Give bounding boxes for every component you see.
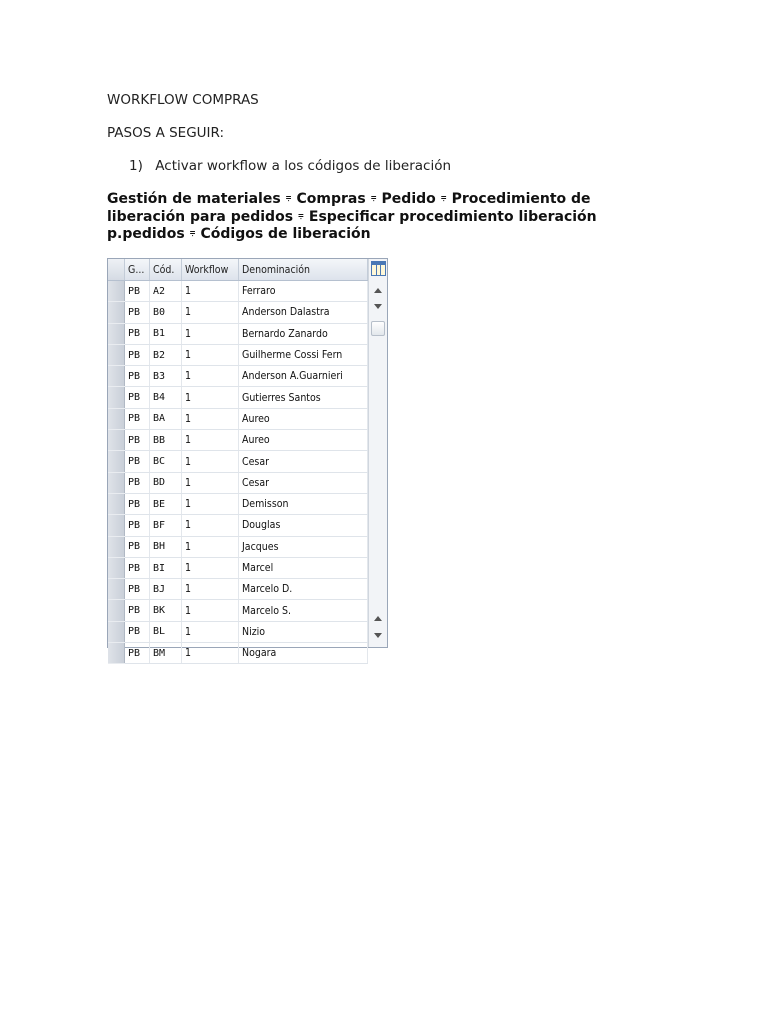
table-row[interactable] [108,493,368,514]
release-codes-table [107,258,388,660]
cell-description[interactable]: Aureo [239,430,368,451]
cell-workflow[interactable]: 1 [182,430,239,451]
steps-heading: PASOS A SEGUIR: [107,125,225,141]
column-header-workflow[interactable]: Workflow [182,259,239,281]
cell-code[interactable]: BI [150,557,182,578]
row-selector[interactable] [108,472,125,493]
table-row[interactable] [108,430,368,451]
path-item: Especificar procedimiento liberación p.pedidos [107,208,597,242]
vertical-scrollbar[interactable] [368,259,387,647]
cell-group[interactable]: PB [125,323,150,344]
cell-code[interactable]: B1 [150,323,182,344]
row-selector[interactable] [108,536,125,557]
scroll-thumb[interactable] [371,321,385,336]
cell-description[interactable]: Cesar [239,472,368,493]
cell-workflow[interactable]: 1 [182,557,239,578]
column-header-code[interactable]: Cód. [150,259,182,281]
cell-code[interactable]: B3 [150,366,182,387]
table-row[interactable] [108,472,368,493]
cell-description[interactable]: Jacques [239,536,368,557]
cell-group[interactable]: PB [125,536,150,557]
scroll-down-icon[interactable] [374,304,382,309]
cell-workflow[interactable]: 1 [182,366,239,387]
cell-code[interactable]: BE [150,493,182,514]
cell-group[interactable]: PB [125,515,150,536]
cell-group[interactable]: PB [125,302,150,323]
row-selector[interactable] [108,344,125,365]
cell-description[interactable]: Marcelo S. [239,600,368,621]
row-selector[interactable] [108,515,125,536]
cell-group[interactable]: PB [125,387,150,408]
path-separator-icon: ⩦ [370,192,377,203]
cell-description[interactable]: Demisson [239,493,368,514]
cell-code[interactable]: BF [150,515,182,536]
row-selector[interactable] [108,387,125,408]
cell-code[interactable]: BC [150,451,182,472]
path-item: Pedido [381,191,436,207]
table-row[interactable] [108,643,368,664]
document-title: WORKFLOW COMPRAS [107,92,259,108]
path-separator-icon: ⩦ [189,227,196,238]
cell-code[interactable]: A2 [150,281,182,302]
row-selector[interactable] [108,600,125,621]
row-selector[interactable] [108,643,125,664]
cell-description[interactable]: Cesar [239,451,368,472]
table-header-row [108,259,368,281]
cell-description[interactable]: Nogara [239,643,368,664]
row-selector[interactable] [108,430,125,451]
path-separator-icon: ⩦ [285,192,292,203]
table-row[interactable] [108,323,368,344]
row-selector[interactable] [108,621,125,642]
path-item: Compras [296,191,366,207]
cell-group[interactable]: PB [125,430,150,451]
cell-description[interactable]: Gutierres Santos [239,387,368,408]
cell-workflow[interactable]: 1 [182,536,239,557]
cell-group[interactable]: PB [125,643,150,664]
cell-group[interactable]: PB [125,493,150,514]
row-selector[interactable] [108,323,125,344]
cell-workflow[interactable]: 1 [182,387,239,408]
cell-code[interactable]: BK [150,600,182,621]
cell-code[interactable]: BA [150,408,182,429]
cell-workflow[interactable]: 1 [182,515,239,536]
cell-workflow[interactable]: 1 [182,451,239,472]
cell-group[interactable]: PB [125,472,150,493]
table-row[interactable] [108,302,368,323]
cell-workflow[interactable]: 1 [182,408,239,429]
table-row[interactable] [108,621,368,642]
cell-description[interactable]: Marcel [239,557,368,578]
row-selector[interactable] [108,302,125,323]
cell-group[interactable]: PB [125,408,150,429]
cell-workflow[interactable]: 1 [182,643,239,664]
cell-group[interactable]: PB [125,281,150,302]
path-item: Procedimiento de liberación para pedidos [107,191,591,225]
column-settings-icon[interactable] [371,261,386,276]
cell-workflow[interactable]: 1 [182,472,239,493]
cell-code[interactable]: BH [150,536,182,557]
cell-workflow[interactable]: 1 [182,344,239,365]
row-selector[interactable] [108,493,125,514]
table-row[interactable] [108,536,368,557]
column-header-group[interactable]: G... [125,259,150,281]
step-1 [129,158,451,174]
row-selector[interactable] [108,451,125,472]
cell-description[interactable]: Bernardo Zanardo [239,323,368,344]
row-selector[interactable] [108,557,125,578]
cell-description[interactable]: Marcelo D. [239,579,368,600]
menu-path [107,190,627,243]
cell-code[interactable]: B0 [150,302,182,323]
table-row[interactable] [108,579,368,600]
row-selector[interactable] [108,579,125,600]
table-row[interactable] [108,344,368,365]
cell-group[interactable]: PB [125,344,150,365]
table-row[interactable] [108,387,368,408]
table-row[interactable] [108,515,368,536]
table-row[interactable] [108,557,368,578]
path-item: Gestión de materiales [107,191,281,207]
cell-workflow[interactable]: 1 [182,600,239,621]
path-separator-icon: ⩦ [298,209,304,221]
row-selector[interactable] [108,281,125,302]
cell-description[interactable]: Guilherme Cossi Fern [239,344,368,365]
cell-group[interactable]: PB [125,451,150,472]
cell-workflow[interactable]: 1 [182,281,239,302]
scroll-up-icon[interactable] [374,288,382,293]
cell-code[interactable]: B2 [150,344,182,365]
cell-group[interactable]: PB [125,600,150,621]
cell-group[interactable]: PB [125,621,150,642]
cell-code[interactable]: BM [150,643,182,664]
cell-code[interactable]: BB [150,430,182,451]
cell-code[interactable]: B4 [150,387,182,408]
cell-workflow[interactable]: 1 [182,579,239,600]
row-selector[interactable] [108,408,125,429]
path-item: Códigos de liberación [200,226,371,242]
table-row[interactable] [108,600,368,621]
cell-group[interactable]: PB [125,366,150,387]
scroll-page-down-icon[interactable] [374,633,382,638]
step-1-number: 1) [129,158,143,174]
table-row[interactable] [108,281,368,302]
cell-code[interactable]: BL [150,621,182,642]
cell-description[interactable]: Nizio [239,621,368,642]
cell-group[interactable]: PB [125,579,150,600]
cell-description[interactable]: Anderson A.Guarnieri [239,366,368,387]
cell-workflow[interactable]: 1 [182,302,239,323]
cell-description[interactable]: Ferraro [239,281,368,302]
path-separator-icon: ⩦ [440,192,447,203]
step-1-text: Activar workflow a los códigos de liberación [155,158,452,174]
column-header-description[interactable]: Denominación [239,259,368,281]
cell-description[interactable]: Aureo [239,408,368,429]
cell-description[interactable]: Douglas [239,515,368,536]
cell-group[interactable]: PB [125,557,150,578]
cell-code[interactable]: BJ [150,579,182,600]
cell-workflow[interactable]: 1 [182,493,239,514]
table-row[interactable] [108,451,368,472]
scroll-page-up-icon[interactable] [374,616,382,621]
table-row[interactable] [108,366,368,387]
row-selector[interactable] [108,366,125,387]
select-all-cell[interactable] [108,259,125,281]
cell-code[interactable]: BD [150,472,182,493]
cell-workflow[interactable]: 1 [182,621,239,642]
cell-description[interactable]: Anderson Dalastra [239,302,368,323]
cell-workflow[interactable]: 1 [182,323,239,344]
table-row[interactable] [108,408,368,429]
